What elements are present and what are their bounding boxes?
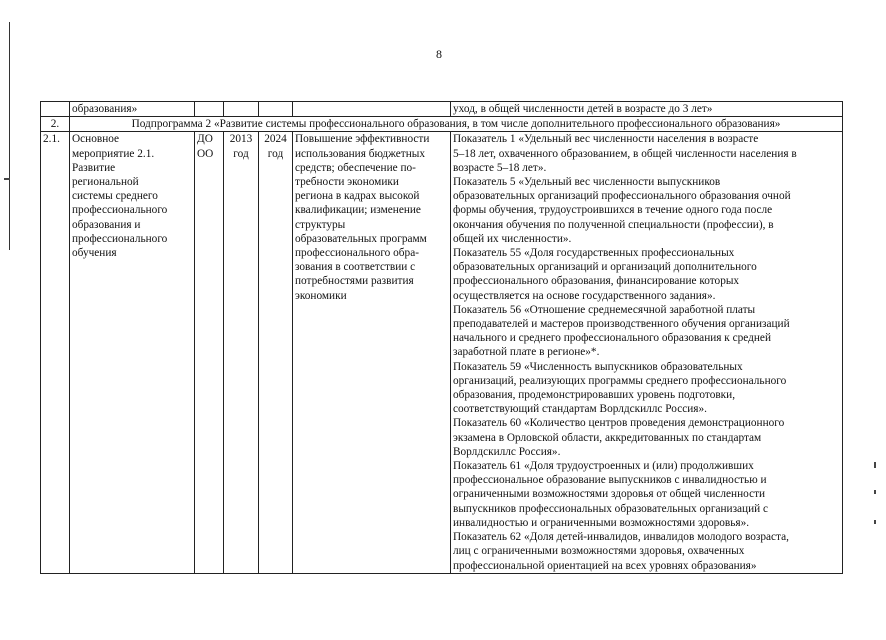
- table-cell: [259, 102, 293, 117]
- indicator-line: общей их численности».: [453, 232, 572, 245]
- event-line: Развитие: [72, 161, 116, 174]
- indicator-line: Показатель 61 «Доля трудоустроенных и (или) продолживших: [453, 460, 754, 473]
- indicator-line: заработной плате в регионе»*.: [453, 346, 600, 359]
- end-year-line: 2024: [264, 133, 287, 146]
- event-line: образования и: [72, 218, 141, 231]
- table-cell: [224, 102, 259, 117]
- indicator-line: выпускников профессиональных образовательных организаций с: [453, 502, 769, 515]
- page-number: 8: [436, 47, 442, 61]
- indicator-line: образовательных организаций и организаций дополнительного: [453, 261, 757, 274]
- result-line: структуры: [295, 218, 346, 231]
- result-line: региона в кадрах высокой: [295, 190, 420, 203]
- result-line: профессионального обра-: [295, 247, 419, 260]
- indicator-line: организаций, реализующих программы среднего профессионального: [453, 374, 787, 387]
- indicator-line: образования, продемонстрировавших уровень подготовки,: [453, 389, 736, 402]
- event-line: обучения: [72, 247, 117, 260]
- table-cell: [293, 102, 451, 117]
- table-cell: образования»: [70, 102, 195, 117]
- indicator-line: профессионального образования, финансирование которых: [453, 275, 740, 288]
- event-line: Основное: [72, 133, 120, 146]
- indicator-line: экзамена в Орловской области, аккредитованных по стандартам: [453, 431, 762, 444]
- event-line: профессионального: [72, 232, 168, 245]
- subprogram-title: Подпрограмма 2 «Развитие системы профессионального образования, в том числе дополнительного профессионального образования»: [70, 117, 843, 132]
- indicator-line: Показатель 62 «Доля детей-инвалидов, инвалидов молодого возраста,: [453, 531, 789, 544]
- indicator-line: начального и среднего профессионального образования к средней: [453, 332, 771, 345]
- start-year-line: 2013: [229, 133, 253, 146]
- indicator-line: инвалидностью и ограниченными возможностями здоровья».: [453, 516, 750, 529]
- scan-mark: [4, 178, 10, 180]
- executor-line: ОО: [197, 147, 214, 160]
- result-line: использования бюджетных: [295, 147, 426, 160]
- indicator-line: соответствующий стандартам Ворлдскиллс Россия».: [453, 403, 707, 416]
- indicator-line: осуществляется на основе государственного задания».: [453, 289, 716, 302]
- row-number: 2.: [41, 117, 70, 132]
- indicator-line: возрасте 5–18 лет».: [453, 161, 547, 174]
- scan-mark: [874, 490, 876, 494]
- event-line: системы среднего: [72, 190, 158, 203]
- indicator-line: образовательных организаций профессионального образования очной: [453, 190, 791, 203]
- indicator-line: окончания обучения по полученной специальности (профессии), в: [453, 218, 774, 231]
- scan-mark: [874, 520, 876, 524]
- start-year-cell: [224, 132, 259, 573]
- table-row: [41, 102, 843, 117]
- result-line: Повышение эффективности: [295, 133, 430, 146]
- indicator-line: Показатель 5 «Удельный вес численности выпускников: [453, 176, 721, 189]
- program-table: [40, 101, 843, 574]
- scan-mark: [874, 462, 876, 468]
- indicator-line: формы обучения, трудоустроившихся в течение одного года после: [453, 204, 773, 217]
- indicator-line: 5–18 лет, охваченного образованием, в общей численности населения в: [453, 147, 797, 160]
- result-line: зования в соответствии с: [295, 261, 416, 274]
- indicator-line: Показатель 60 «Количество центров проведения демонстрационного: [453, 417, 785, 430]
- event-line: региональной: [72, 176, 139, 189]
- indicator-line: профессиональное образование выпускников с инвалидностью и: [453, 474, 767, 487]
- row-number: 2.1.: [41, 132, 70, 573]
- indicator-line: ограниченными возможностями здоровья от общей численности: [453, 488, 766, 501]
- event-line: профессионального: [72, 204, 168, 217]
- indicator-line: профессиональной ориентацией на всех уровнях образования»: [453, 559, 757, 572]
- indicator-line: Показатель 1 «Удельный вес численности населения в возрасте: [453, 133, 759, 146]
- table-cell: [41, 102, 70, 117]
- result-line: образовательных программ: [295, 232, 427, 245]
- result-cell: [293, 132, 451, 573]
- result-line: требности экономики: [295, 176, 399, 189]
- start-year-line: год: [233, 147, 249, 160]
- executor-line: ДО: [197, 133, 213, 146]
- table-cell: уход, в общей численности детей в возрасте до 3 лет»: [451, 102, 843, 117]
- indicator-line: Ворлдскиллс Россия».: [453, 445, 561, 458]
- result-line: квалификации; изменение: [295, 204, 421, 217]
- table-cell: [195, 102, 224, 117]
- executor-cell: [195, 132, 224, 573]
- event-line: мероприятие 2.1.: [72, 147, 155, 160]
- indicator-line: лиц с ограниченными возможностями здоровья, охваченных: [453, 545, 745, 558]
- event-cell: [70, 132, 195, 573]
- end-year-cell: [259, 132, 293, 573]
- result-line: средств; обеспечение по-: [295, 161, 416, 174]
- scan-margin-line: [9, 22, 10, 250]
- result-line: потребностями развития: [295, 275, 414, 288]
- table-row: [41, 132, 843, 573]
- table-row: [41, 117, 843, 132]
- result-line: экономики: [295, 289, 347, 302]
- end-year-line: год: [267, 147, 284, 160]
- indicators-cell: [451, 132, 843, 573]
- indicator-line: преподавателей и мастеров производственного обучения организаций: [453, 318, 790, 331]
- indicator-line: Показатель 59 «Численность выпускников образовательных: [453, 360, 743, 373]
- indicator-line: Показатель 56 «Отношение среднемесячной заработной платы: [453, 303, 756, 316]
- indicator-line: Показатель 55 «Доля государственных профессиональных: [453, 247, 735, 260]
